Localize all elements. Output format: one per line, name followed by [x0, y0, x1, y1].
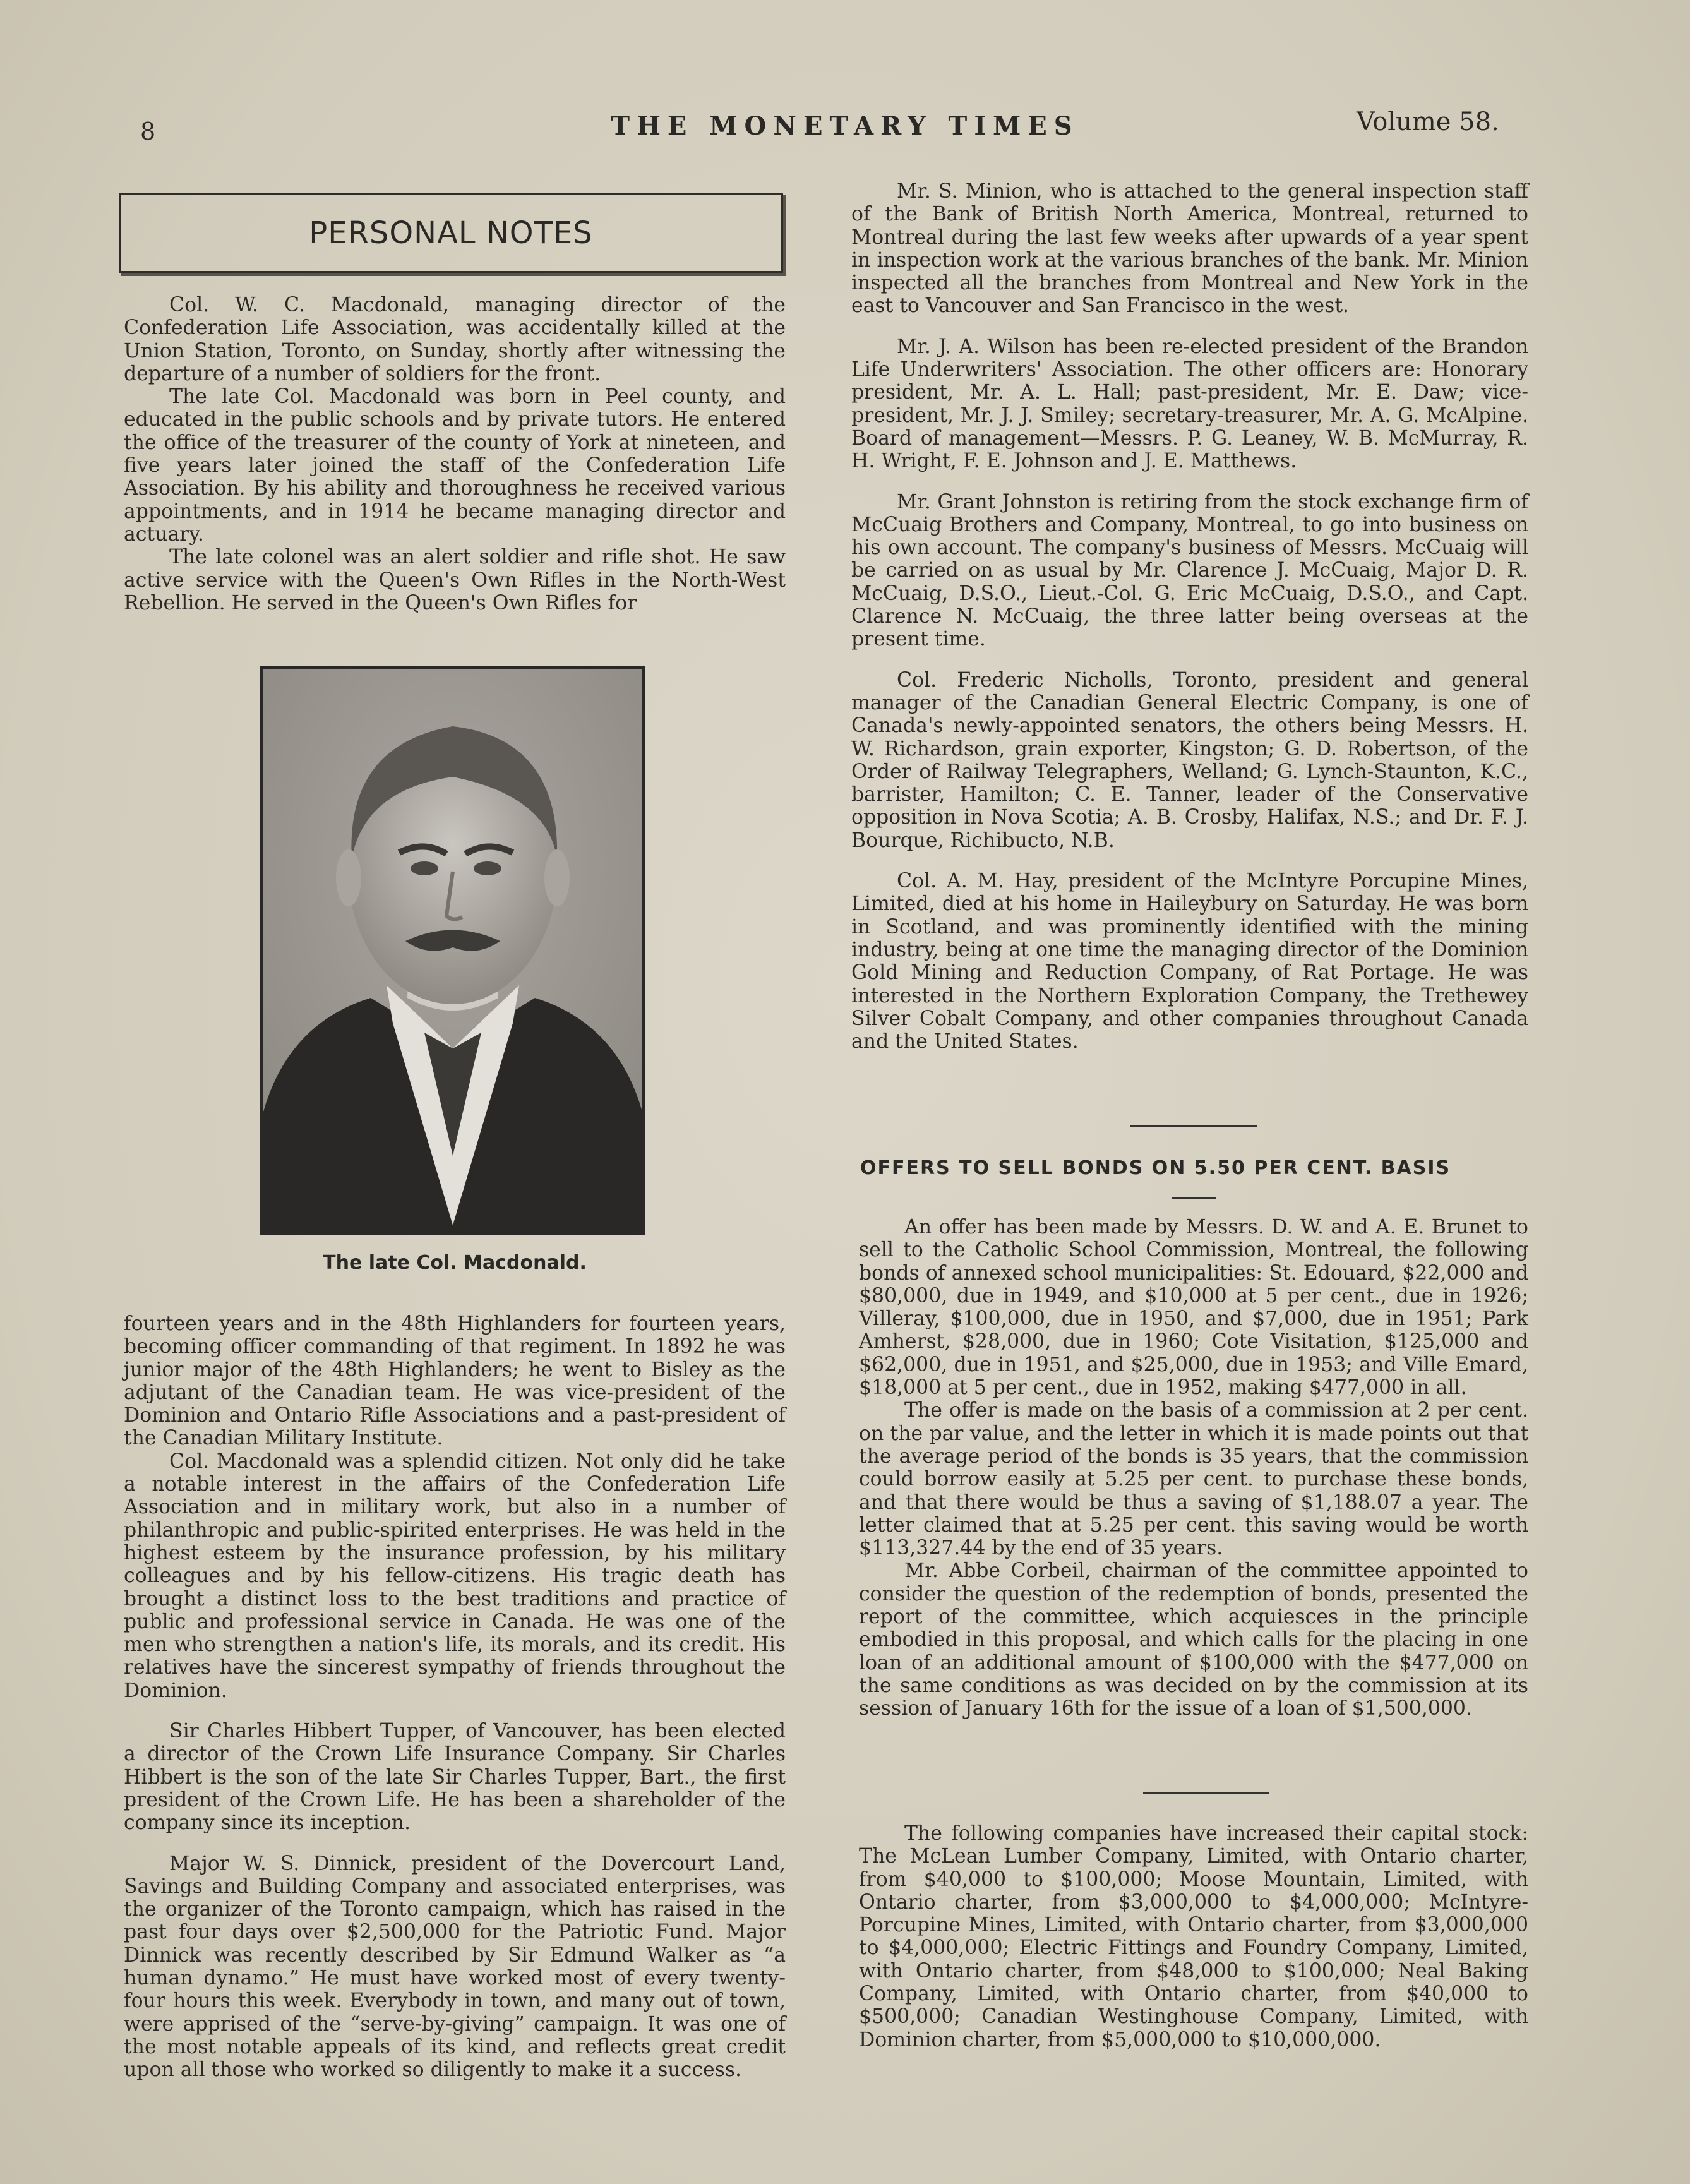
paragraph: Col. W. C. Macdonald, managing director of the Confederation Life Association, was accidentally killed at the Union Station, Toronto, on Sunday, shortly after witnessing the departure of a number of soldiers for the front.: [124, 294, 786, 385]
divider-rule: [1172, 1197, 1216, 1199]
bonds-article: [859, 1216, 1528, 1720]
left-article-top: [124, 294, 786, 615]
paragraph: The following companies have increased their capital stock: The McLean Lumber Company, Limited, with Ontario charter, from $40,000 to $100,000; Moose Mountain, Limited, with Ontario charter, from $3,000,000 to $4,000,000; McIntyre-Porcupine Mines, Limited, with Ontario charter, from $3,000,000 to $4,000,000; Electric Fittings and Foundry Company, Limited, with Ontario charter, from $48,000 to $100,000; Neal Baking Company, Limited, with Ontario charter, from $40,000 to $500,000; Canadian Westinghouse Company, Limited, with Dominion charter, from $5,000,000 to $10,000,000.: [859, 1822, 1528, 2051]
paragraph: Mr. S. Minion, who is attached to the general inspection staff of the Bank of British North America, Montreal, returned to Montreal during the last few weeks after upwards of a year spent in inspection work at the various branches of the bank. Mr. Minion inspected all the branches from Montreal and New York in the east to Vancouver and San Francisco in the west.: [851, 180, 1528, 318]
paragraph: An offer has been made by Messrs. D. W. and A. E. Brunet to sell to the Catholic School Commission, Montreal, the following bonds of annexed school municipalities: St. Edouard, $22,000 and $80,000, due in 1949, and $10,000 at 5 per cent., due in 1926; Villeray, $100,000, due in 1950, and $7,000, due in 1951; Park Amherst, $28,000, due in 1960; Cote Visitation, $125,000 and $62,000, due in 1951, and $25,000, due in 1953; and Ville Emard, $18,000 at 5 per cent., due in 1952, making $477,000 in all.: [859, 1216, 1528, 1400]
section-title-box: [119, 193, 783, 273]
paragraph: Mr. Abbe Corbeil, chairman of the committee appointed to consider the question of the redemption of bonds, presented the report of the committee, which acquiesces in the principle embodied in this proposal, and which calls for the placing in one loan of an additional amount of $100,000 with the $477,000 on the same conditions as was decided on by the commission at its session of January 16th for the issue of a loan of $1,500,000.: [859, 1559, 1528, 1720]
page-header: [0, 107, 1690, 158]
paragraph: The offer is made on the basis of a commission at 2 per cent. on the par value, and the letter in which it is made points out that the average period of the bonds is 35 years, that the commission could borrow easily at 5.25 per cent. to purchase these bonds, and that there would be thus a saving of $1,188.07 a year. The letter claimed that at 5.25 per cent. this saving would be worth $113,327.44 by the end of 35 years.: [859, 1399, 1528, 1560]
paragraph: Col. A. M. Hay, president of the McIntyre Porcupine Mines, Limited, died at his home in Haileybury on Saturday. He was born in Scotland, and was prominently identified with the mining industry, being at one time the managing director of the Dominion Gold Mining and Reduction Company, of Rat Portage. He was interested in the Northern Exploration Company, the Trethewey Silver Cobalt Company, and other companies throughout Canada and the United States.: [851, 870, 1528, 1053]
divider-rule: [1130, 1125, 1257, 1127]
paragraph: Col. Macdonald was a splendid citizen. Not only did he take a notable interest in the affairs of the Confederation Life Association and in military work, but also in a number of philanthropic and public-spirited enterprises. He was held in the highest esteem by the insurance profession, by his military colleagues and by his fellow-citizens. His tragic death has brought a distinct loss to the best traditions and practice of public and professional service in Canada. He was one of the men who strengthen a nation's life, its morals, and its credit. His relatives have the sincerest sympathy of friends throughout the Dominion.: [124, 1449, 786, 1702]
portrait-photo: [260, 666, 645, 1235]
section-title: PERSONAL NOTES: [309, 215, 593, 251]
volume-label: Volume 58.: [1357, 107, 1499, 136]
paragraph: The late colonel was an alert soldier and rifle shot. He saw active service with the Queen's Own Rifles in the North-West Rebellion. He served in the Queen's Own Rifles for: [124, 546, 786, 615]
page-number: 8: [140, 117, 156, 145]
capital-article: [859, 1822, 1528, 2051]
masthead: THE MONETARY TIMES: [611, 111, 1079, 141]
paragraph: Major W. S. Dinnick, president of the Dovercourt Land, Savings and Building Company and associated enterprises, was the organizer of the Toronto campaign, which has raised in the past four days over $2,500,000 for the Patriotic Fund. Major Dinnick was recently described by Sir Edmund Walker as “a human dynamo.” He must have worked most of every twenty-four hours this week. Everybody in town, and many out of town, were apprised of the “serve-by-giving” campaign. It was one of the most notable appeals of its kind, and reflects great credit upon all those who worked so diligently to make it a success.: [124, 1852, 786, 2082]
paragraph: Sir Charles Hibbert Tupper, of Vancouver, has been elected a director of the Crown Life Insurance Company. Sir Charles Hibbert is the son of the late Sir Charles Tupper, Bart., the first president of the Crown Life. He has been a shareholder of the company since its inception.: [124, 1720, 786, 1835]
right-article-top: [851, 180, 1528, 1053]
bonds-heading: OFFERS TO SELL BONDS ON 5.50 PER CENT. BASIS: [860, 1157, 1451, 1179]
divider-rule: [1143, 1792, 1269, 1794]
paragraph: Mr. J. A. Wilson has been re-elected president of the Brandon Life Underwriters' Association. The other officers are: Honorary president, Mr. A. L. Hall; past-president, Mr. E. Daw; vice-president, Mr. J. J. Smiley; secretary-treasurer, Mr. A. G. McAlpine. Board of management—Messrs. P. G. Leaney, W. B. McMurray, R. H. Wright, F. E. Johnson and J. E. Matthews.: [851, 335, 1528, 473]
paragraph: fourteen years and in the 48th Highlanders for fourteen years, becoming officer commanding of that regiment. In 1892 he was junior major of the 48th Highlanders; he went to Bisley as the adjutant of the Canadian team. He was vice-president of the Dominion and Ontario Rifle Associations and a past-president of the Canadian Military Institute.: [124, 1312, 786, 1450]
paragraph: Col. Frederic Nicholls, Toronto, president and general manager of the Canadian General Electric Company, is one of Canada's newly-appointed senators, the others being Messrs. H. W. Richardson, grain exporter, Kingston; G. D. Robertson, of the Order of Railway Telegraphers, Welland; G. Lynch-Staunton, K.C., barrister, Hamilton; C. E. Tanner, leader of the Conservative opposition in Nova Scotia; A. B. Crosby, Halifax, N.S.; and Dr. F. J. Bourque, Richibucto, N.B.: [851, 668, 1528, 852]
portrait-illustration: [263, 669, 642, 1232]
left-article-bottom: [124, 1312, 786, 2082]
paragraph: Mr. Grant Johnston is retiring from the stock exchange firm of McCuaig Brothers and Company, Montreal, to go into business on his own account. The company's business of Messrs. McCuaig will be carried on as usual by Mr. Clarence J. McCuaig, Major D. R. McCuaig, D.S.O., Lieut.-Col. G. Eric McCuaig, D.S.O., and Capt. Clarence N. McCuaig, the three latter being overseas at the present time.: [851, 490, 1528, 651]
photo-caption: The late Col. Macdonald.: [323, 1252, 587, 1274]
paragraph: The late Col. Macdonald was born in Peel county, and educated in the public schools and by private tutors. He entered the office of the treasurer of the county of York at nineteen, and five years later joined the staff of the Confederation Life Association. By his ability and thoroughness he received various appointments, and in 1914 he became managing director and actuary.: [124, 385, 786, 546]
